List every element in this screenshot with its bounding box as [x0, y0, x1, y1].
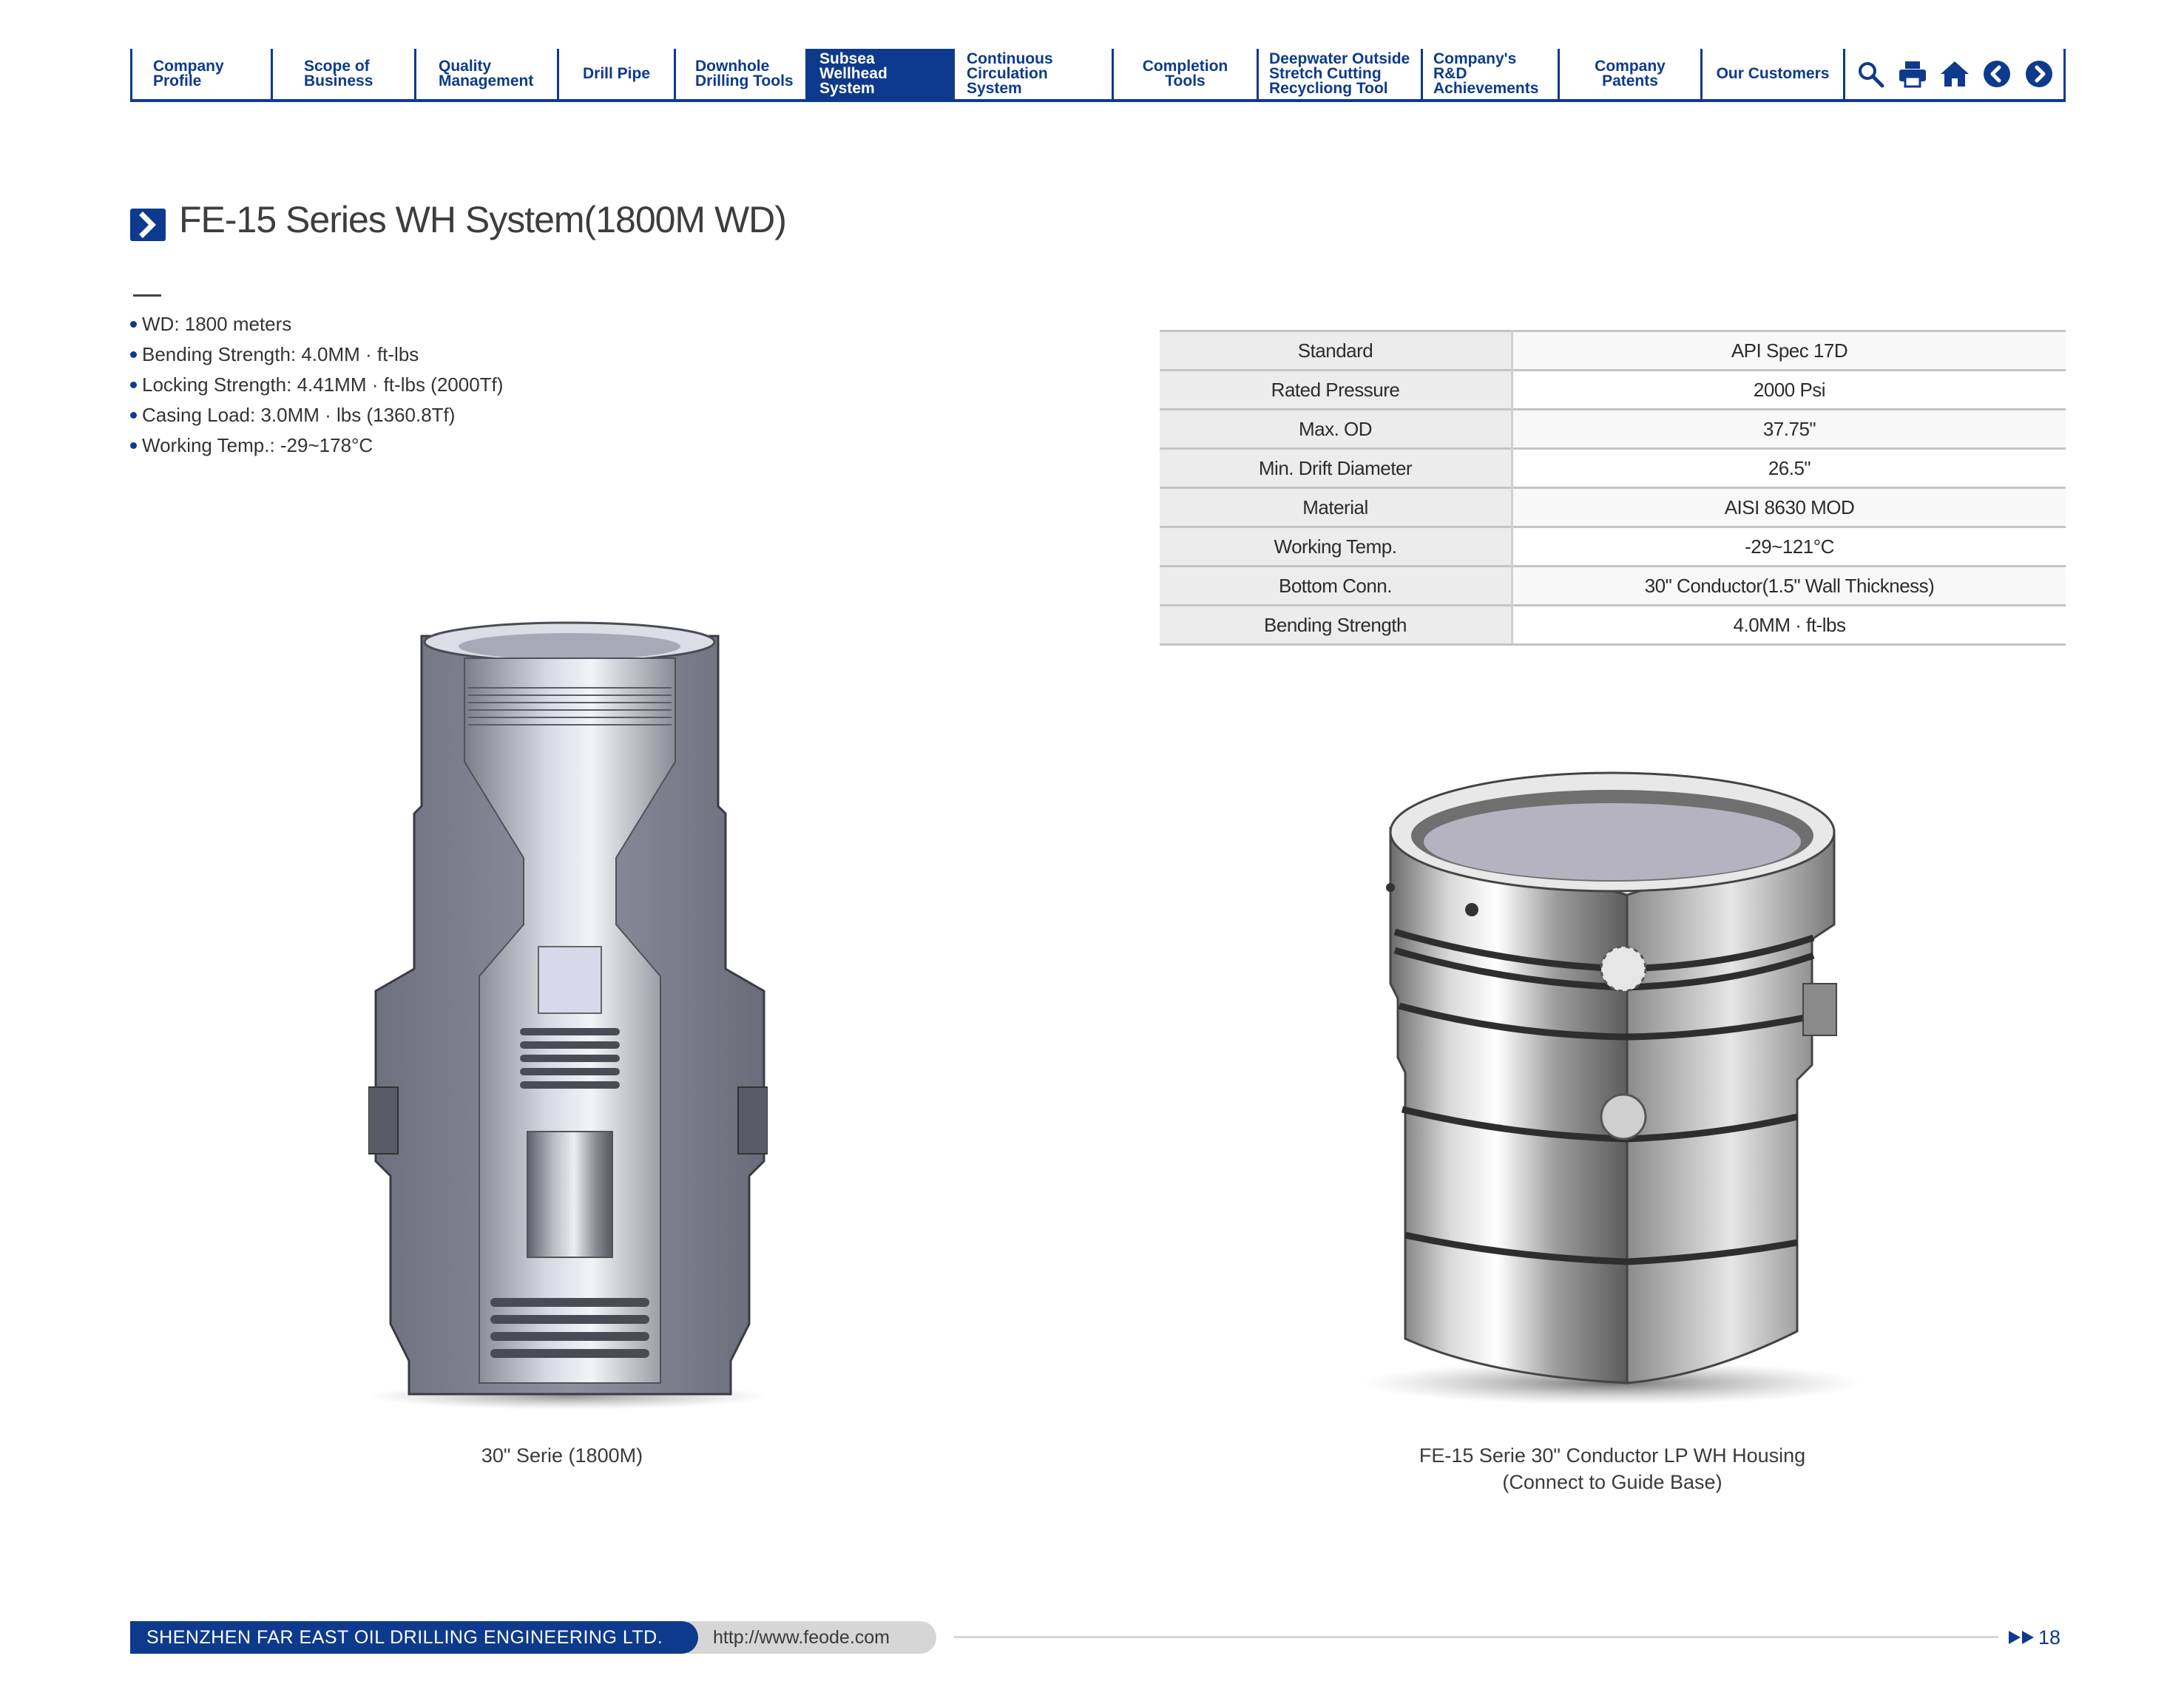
footer-divider [954, 1636, 1998, 1638]
nav-item-scope-of-business[interactable] [271, 49, 414, 99]
nav-label: Deepwater Outside Stretch Cutting Recycliong Tool [1269, 50, 1410, 97]
nav-item-downhole-drilling-tools[interactable] [674, 49, 805, 99]
table-row [1160, 371, 2066, 410]
spec-text: Working Temp.: -29~178°C [142, 434, 373, 456]
wellhead-cross-section-illustration [368, 614, 768, 1413]
list-item [130, 309, 503, 339]
home-icon[interactable] [1938, 58, 1970, 90]
nav-tool-icons [1843, 49, 2066, 99]
next-icon[interactable] [2023, 58, 2055, 90]
bullet-icon [130, 412, 137, 419]
nav-label: Quality Management [439, 58, 534, 89]
caption-right: FE-15 Serie 30" Conductor LP WH Housing (Connect to Guide Base) [1419, 1444, 1806, 1493]
spec-list [130, 309, 503, 461]
list-item [130, 339, 503, 370]
table-value: API Spec 17D [1512, 331, 2066, 371]
nav-item-completion-tools[interactable] [1112, 49, 1257, 99]
spec-text: Locking Strength: 4.41MM · ft-lbs (2000Tf) [142, 373, 504, 396]
nav-item-drill-pipe[interactable] [557, 49, 674, 99]
nav-label: Completion Tools [1142, 58, 1228, 89]
divider [133, 294, 161, 297]
nav-item-deepwater-cutting-tool[interactable] [1257, 49, 1421, 99]
table-value: 30" Conductor(1.5" Wall Thickness) [1512, 567, 2066, 606]
table-key: Standard [1160, 331, 1512, 371]
nav-label: Company Patents [1595, 58, 1666, 89]
table-row [1160, 606, 2066, 645]
nav-item-rd-achievements[interactable] [1421, 49, 1558, 99]
list-item [130, 370, 503, 400]
table-row [1160, 449, 2066, 488]
lp-wh-housing-illustration [1361, 762, 1879, 1413]
search-icon[interactable] [1854, 58, 1886, 90]
nav-label: Subsea Wellhead System [819, 50, 888, 97]
nav-item-continuous-circulation-system[interactable] [953, 49, 1112, 99]
spec-text: Casing Load: 3.0MM · lbs (1360.8Tf) [142, 404, 456, 426]
nav-item-company-profile[interactable] [130, 49, 271, 99]
footer-company-name: SHENZHEN FAR EAST OIL DRILLING ENGINEERING LTD. [130, 1621, 698, 1654]
table-value: 4.0MM · ft-lbs [1512, 606, 2066, 645]
page-number-text: 18 [2038, 1626, 2061, 1649]
table-key: Rated Pressure [1160, 371, 1512, 410]
nav-item-quality-management[interactable] [414, 49, 557, 99]
spec-table [1160, 330, 2066, 646]
table-row [1160, 331, 2066, 371]
nav-item-company-patents[interactable] [1558, 49, 1700, 99]
chevron-right-icon [130, 209, 166, 241]
nav-label: Downhole Drilling Tools [695, 58, 794, 89]
nav-label: Company Profile [153, 58, 224, 89]
table-row [1160, 567, 2066, 606]
nav-label: Scope of Business [304, 58, 373, 89]
table-row [1160, 410, 2066, 449]
caption-left: 30" Serie (1800M) [481, 1444, 643, 1467]
nav-item-subsea-wellhead-system[interactable] [805, 49, 953, 99]
bullet-icon [130, 321, 137, 328]
bullet-icon [130, 442, 137, 449]
nav-label: Our Customers [1716, 65, 1830, 82]
table-row [1160, 488, 2066, 527]
table-key: Material [1160, 488, 1512, 527]
double-arrow-icon [2009, 1629, 2035, 1646]
print-icon[interactable] [1896, 58, 1928, 90]
top-navigation [130, 49, 2066, 102]
table-key: Max. OD [1160, 410, 1512, 449]
table-value: 26.5" [1512, 449, 2066, 488]
list-item [130, 430, 503, 461]
table-key: Working Temp. [1160, 527, 1512, 567]
prev-icon[interactable] [1981, 58, 2012, 90]
bullet-icon [130, 351, 137, 358]
nav-label: Continuous Circulation System [967, 50, 1053, 97]
nav-label: Company's R&D Achievements [1433, 50, 1539, 97]
page-number [2009, 1623, 2060, 1652]
page-title: FE-15 Series WH System(1800M WD) [179, 199, 786, 240]
bullet-icon [130, 382, 137, 388]
list-item [130, 400, 503, 430]
table-key: Bending Strength [1160, 606, 1512, 645]
table-value: -29~121°C [1512, 527, 2066, 567]
table-key: Bottom Conn. [1160, 567, 1512, 606]
nav-label: Drill Pipe [582, 65, 651, 82]
table-value: 2000 Psi [1512, 371, 2066, 410]
table-key: Min. Drift Diameter [1160, 449, 1512, 488]
table-row [1160, 527, 2066, 567]
spec-text: WD: 1800 meters [142, 313, 292, 335]
nav-item-our-customers[interactable] [1700, 49, 1843, 99]
spec-text: Bending Strength: 4.0MM · ft-lbs [142, 343, 419, 365]
footer-url-link[interactable]: http://www.feode.com [688, 1621, 936, 1654]
table-value: AISI 8630 MOD [1512, 488, 2066, 527]
table-value: 37.75" [1512, 410, 2066, 449]
